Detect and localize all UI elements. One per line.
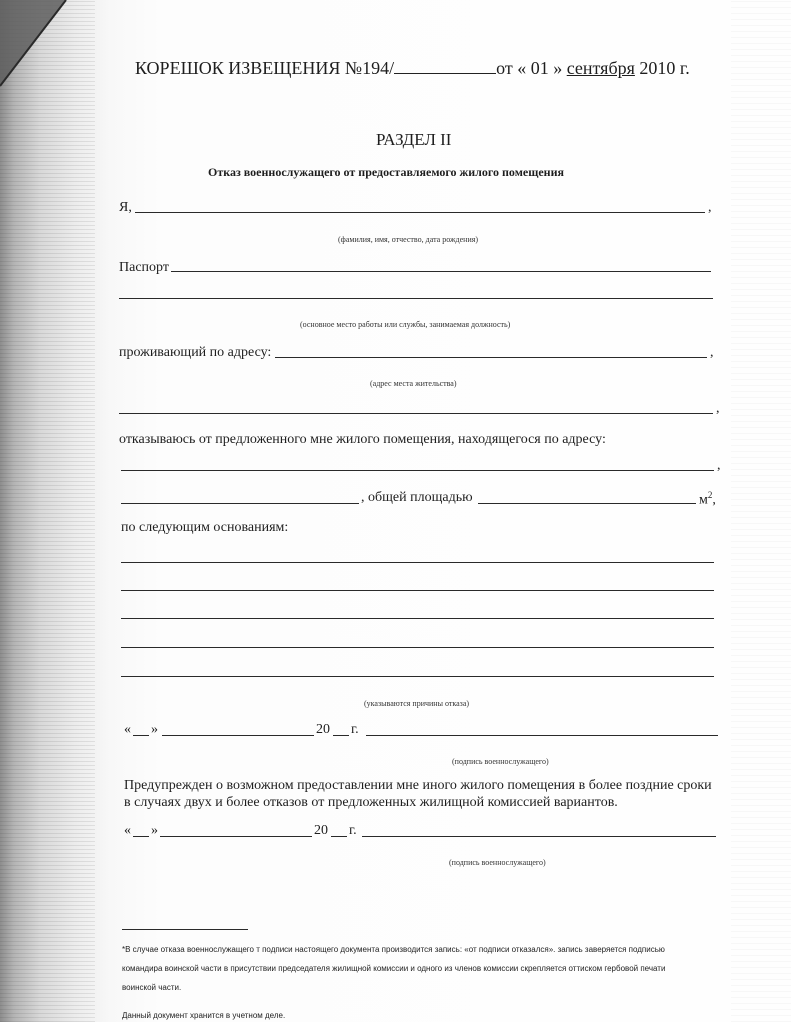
i-name-field-line: [135, 212, 705, 213]
work-field-line: [119, 298, 713, 299]
signature-hint: (подпись военнослужащего): [452, 757, 549, 766]
signature-line: [366, 735, 718, 736]
footnote-separator: [122, 929, 248, 930]
date2-close-quote: »: [151, 823, 158, 838]
date-month-line: [162, 735, 314, 736]
date-year-suffix: г.: [351, 722, 359, 737]
i-line-comma: ,: [708, 200, 712, 215]
offered-address-line: [121, 470, 714, 471]
footnote-line-4: Данный документ хранится в учетном деле.: [122, 1011, 286, 1020]
footnote-line-3: воинской части.: [122, 983, 182, 992]
area-unit: [699, 490, 716, 509]
section-subtitle: Отказ военнослужащего от предоставляемого жилого помещения: [208, 165, 564, 179]
date-open-quote: «: [124, 722, 131, 737]
date-year-line: [333, 735, 349, 736]
notice-date-year: 2010 г.: [634, 58, 690, 78]
footnote-line-1: *В случае отказа военнослужащего т подписи настоящего документа производится запись: «от подписи отказался». запись заверяется подписью: [122, 945, 665, 954]
area-value-line: [478, 503, 696, 504]
grounds-line-4: [121, 647, 714, 648]
date2-year-suffix: г.: [349, 823, 357, 838]
grounds-line-1: [121, 562, 714, 563]
address-continued-comma: ,: [716, 401, 720, 416]
work-field-hint: (основное место работы или службы, занимаемая должность): [300, 320, 511, 329]
offered-address-comma: ,: [717, 458, 721, 473]
i-label: Я,: [119, 200, 132, 215]
notice-number-label: КОРЕШОК ИЗВЕЩЕНИЯ №194/: [135, 58, 395, 78]
address-continued-line: [119, 413, 713, 414]
date2-year-prefix: 20: [314, 823, 328, 838]
area-unit-m: м: [699, 492, 708, 508]
address-field-hint: (адрес места жительства): [370, 379, 457, 388]
refuse-statement: отказываюсь от предложенного мне жилого помещения, находящегося по адресу:: [119, 432, 606, 447]
residing-label: проживающий по адресу:: [119, 345, 272, 360]
section-title: РАЗДЕЛ II: [376, 130, 452, 149]
area-address-line: [121, 503, 359, 504]
warning-line-1: Предупрежден о возможном предоставлении мне иного жилого помещения в более поздние сроки: [124, 778, 712, 793]
date-day-line: [133, 735, 149, 736]
signature2-hint: (подпись военнослужащего): [449, 858, 546, 867]
area-unit-comma: ,: [712, 492, 716, 508]
notice-date-month: сентября: [566, 58, 635, 78]
date-close-quote: »: [151, 722, 158, 737]
grounds-label: по следующим основаниям:: [121, 520, 289, 535]
passport-label: Паспорт: [119, 260, 169, 275]
footnote-line-2: командира воинской части в присутствии председателя жилищной комиссии и одного из членов комиссии скрепляется оттиском гербовой печати: [122, 964, 666, 973]
date2-open-quote: «: [124, 823, 131, 838]
residing-comma: ,: [710, 345, 714, 360]
warning-line-2: в случаях двух и более отказов от предложенных жилищной комиссией вариантов.: [124, 795, 618, 810]
notice-date-from: от « 01 »: [496, 58, 567, 78]
date2-day-line: [133, 836, 149, 837]
i-field-hint: (фамилия, имя, отчество, дата рождения): [338, 235, 479, 244]
date2-month-line: [160, 836, 312, 837]
grounds-line-2: [121, 590, 714, 591]
reasons-hint: (указываются причины отказа): [364, 699, 470, 708]
grounds-line-3: [121, 618, 714, 619]
folded-corner-mark: [0, 0, 70, 90]
date-year-prefix: 20: [316, 722, 330, 737]
area-unit-sup: 2: [707, 490, 713, 500]
notice-stub-header: [135, 58, 690, 79]
passport-field-line: [171, 271, 711, 272]
residing-address-line: [275, 357, 707, 358]
grounds-line-5: [121, 676, 714, 677]
area-label: , общей площадью: [361, 490, 473, 505]
date2-year-line: [331, 836, 347, 837]
signature2-line: [362, 836, 716, 837]
notice-number-blank: [394, 60, 496, 74]
